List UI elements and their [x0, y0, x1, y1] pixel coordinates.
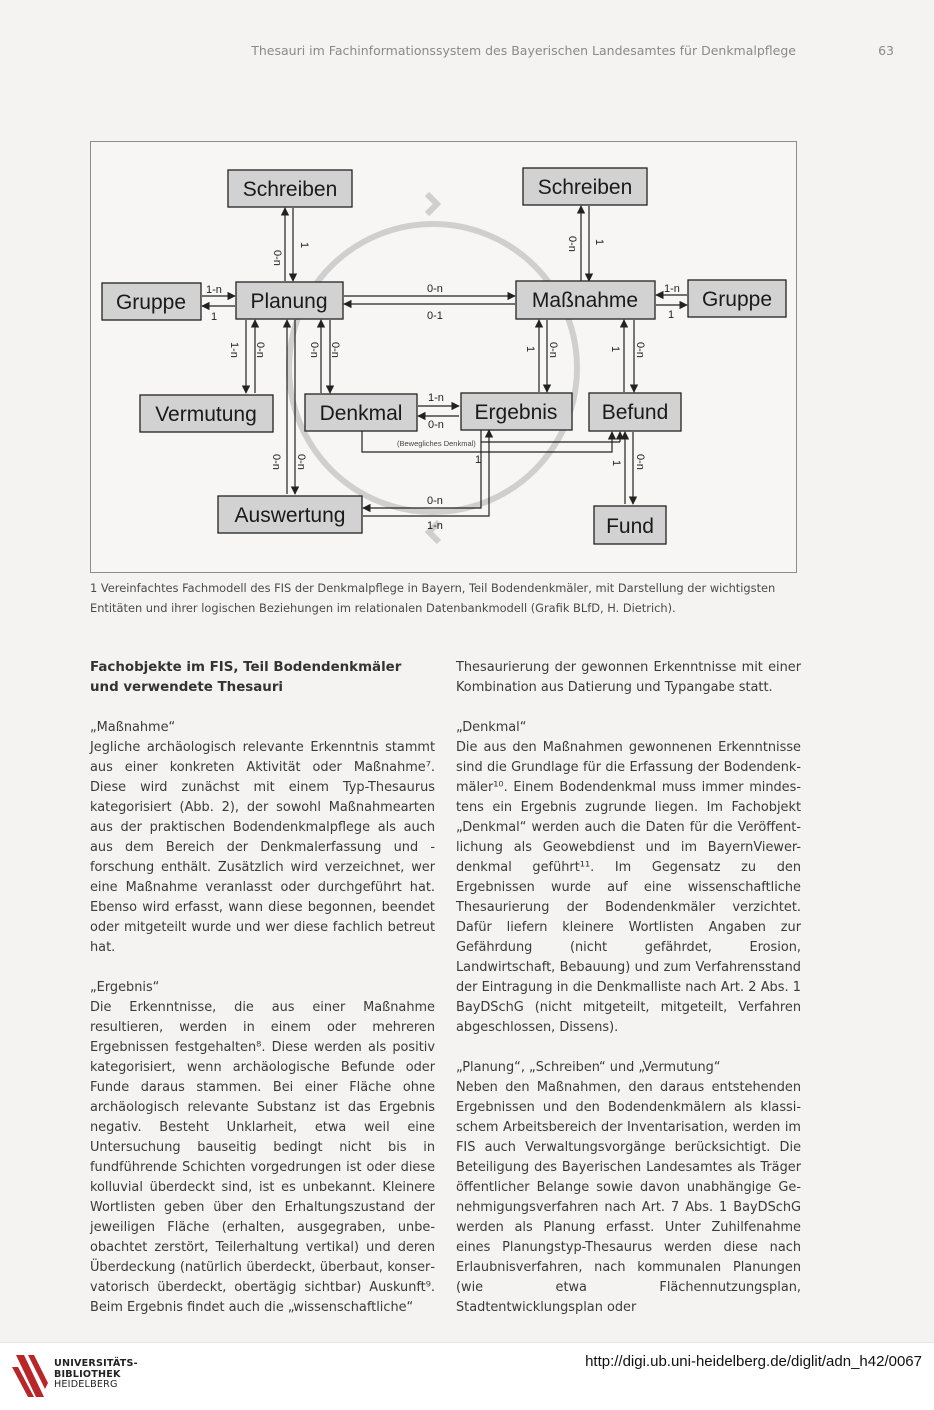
label-schreiben-planung-0n: 0-n [271, 250, 283, 266]
section-heading-line-1: Fachobjekte im FIS, Teil Bodendenkmäler [90, 660, 402, 675]
label-denkmal-ergebnis-0n: 0-n [428, 419, 444, 431]
cycle-arrow-top [427, 194, 437, 214]
svg-text:Vermutung: Vermutung [155, 403, 257, 426]
caption-line-2: Entitäten und ihrer logischen Beziehungen im relationalen Datenbankmodell (Grafik BLfD, H. Dietrich). [90, 601, 676, 615]
entity-schreiben-left [228, 170, 352, 207]
svg-text:Gruppe: Gruppe [115, 291, 187, 314]
label-massnahme-ergebnis-0n: 0-n [547, 342, 559, 358]
svg-text:Ergebnis: Ergebnis [474, 401, 558, 424]
left-column [90, 658, 435, 1318]
right-column [456, 658, 801, 1318]
entity-auswertung [218, 496, 362, 533]
page-number: 63 [878, 43, 894, 58]
label-gruppe-planung-1n: 1-n [206, 284, 222, 296]
label-befund-fund-1: 1 [610, 460, 622, 467]
svg-text:Fund: Fund [606, 515, 654, 538]
running-head-title: Thesauri im Fachinformationssystem des Bayerischen Landesamtes für Denkmalpflege [251, 43, 796, 58]
paragraph-continuation: Thesaurierung der gewonnen Erkenntnisse mit einer Kombination aus Datierung und Typangabe statt. [456, 660, 801, 695]
svg-text:Gruppe: Gruppe [701, 288, 773, 311]
entity-schreiben-right [523, 168, 647, 205]
data-model-diagram [91, 142, 796, 572]
svg-text:Denkmal: Denkmal [319, 402, 403, 425]
entity-denkmal [305, 394, 417, 431]
svg-text:Befund: Befund [601, 401, 669, 424]
entity-befund [589, 393, 681, 431]
label-massnahme-gruppe-1n: 1-n [664, 283, 680, 295]
label-planung-denkmal-0n: 0-n [308, 342, 320, 358]
label-planung-massnahme-0n: 0-n [427, 283, 443, 295]
subheading-ergebnis: „Ergebnis“ [90, 980, 160, 995]
entity-gruppe-left [102, 283, 201, 320]
figure-caption [90, 578, 790, 618]
svg-text:Schreiben: Schreiben [537, 176, 633, 199]
entity-massnahme [516, 281, 655, 319]
label-planung-auswertung-0n-b: 0-n [295, 454, 307, 470]
svg-text:Auswertung: Auswertung [234, 504, 346, 527]
library-logo-icon [10, 1353, 50, 1399]
label-gruppe-planung-1: 1 [211, 311, 218, 323]
label-planung-denkmal-0n-b: 0-n [329, 342, 341, 358]
entity-vermutung [140, 395, 273, 432]
label-schreiben-massnahme-0n: 0-n [566, 236, 578, 252]
label-bewegliches-denkmal: (Bewegliches Denkmal) [397, 439, 476, 448]
label-ergebnis-auswertung-1n: 1-n [427, 520, 443, 532]
paragraph-denkmal: Die aus den Maßnahmen gewonnenen Erkenntnisse sind die Grundlage für die Erfassung der Bodendenkmäler¹⁰. Einem Bodendenkmal muss immer mindestens ein Ergebnis zugrunde liegen. Im Fachobjekt „Denkmal“ werden auch die Daten für die Veröffentlichung als Geowebdienst und im BayernViewer-denkmal geführt¹¹. Im Gegensatz zu den Ergebnissen wurde auf eine wissenschaftliche Thesaurierung der Bodendenkmäler verzichtet. Dafür liefern kleinere Wortlisten Angaben zur Gefährdung (nicht gefährdet, Erosion, Landwirtschaft, Bebauung) und zum Verfahrensstand der Eintragung in die Denkmalliste nach Art. 2 Abs. 1 BayDSchG (nicht mitgeteilt, mitgeteilt, Verfahren abgeschlossen, Dissens). [456, 740, 801, 1035]
caption-line-1: 1 Vereinfachtes Fachmodell des FIS der Denkmalpflege in Bayern, Teil Bodendenkmäler, mit Darstellung der wichtigsten [90, 581, 776, 595]
subheading-planung: „Planung“, „Schreiben“ und „Vermutung“ [456, 1060, 721, 1075]
label-massnahme-befund-0n: 0-n [634, 342, 646, 358]
entity-fund [594, 506, 666, 544]
svg-text:Planung: Planung [250, 290, 328, 313]
label-ergebnis-auswertung-0n: 0-n [427, 495, 443, 507]
label-massnahme-befund-1: 1 [609, 346, 621, 353]
label-schreiben-massnahme-1: 1 [593, 239, 605, 246]
digitization-footer [0, 1342, 934, 1410]
label-denkmal-ergebnis-1n: 1-n [428, 392, 444, 404]
svg-text:Maßnahme: Maßnahme [531, 289, 639, 312]
label-planung-massnahme-01: 0-1 [427, 310, 443, 322]
label-planung-vermutung-0n: 0-n [254, 342, 266, 358]
label-planung-vermutung-1n: 1-n [228, 342, 240, 358]
label-ergebnis-befund-1: 1 [475, 454, 482, 466]
subheading-massnahme: „Maßnahme“ [90, 720, 176, 735]
label-massnahme-ergebnis-1: 1 [524, 346, 536, 353]
subheading-denkmal: „Denkmal“ [456, 720, 527, 735]
entity-ergebnis [461, 393, 572, 430]
label-massnahme-gruppe-1: 1 [668, 309, 675, 321]
svg-text:Schreiben: Schreiben [242, 178, 338, 201]
label-schreiben-planung-1: 1 [298, 242, 310, 249]
label-befund-fund-0n: 0-n [634, 454, 646, 470]
entity-gruppe-right [688, 280, 786, 317]
paragraph-massnahme: Jegliche archäologisch relevante Erkenntnis stammt aus einer konkreten Aktivität oder Maßnahme⁷. Diese wird zunächst mit einem Typ-Thesaurus kategorisiert (Abb. 2), der sowohl Maßnahmearten aus der praktischen Bodendenkmalpflege als auch aus dem Bereich der Denkmalerfassung und -forschung enthält. Zusätzlich wird verzeichnet, wer eine Maßnahme veranlasst oder durchgeführt hat. Ebenso wird erfasst, wann diese begonnen, beendet oder mitgeteilt wurde und wer diese fachlich betreut hat. [90, 740, 435, 955]
library-name: UNIVERSITÄTS- BIBLIOTHEK HEIDELBERG [54, 1358, 138, 1390]
paragraph-planung: Neben den Maßnahmen, den daraus entstehenden Ergebnissen und den Bodendenkmälern als klassischem Arbeitsbereich der Inventarisation, werden im FIS auch Verwaltungsvorgänge berücksichtigt. Die Beteiligung des Bayerischen Landesamtes als Träger öffentlicher Belange sowie davon unabhängige Genehmigungsverfahren nach Art. 7 Abs. 1 BayDSchG werden als Planung erfasst. Unter Zuhilfenahme eines Planungstyp-Thesaurus werden diese nach Erlaubnisverfahren, nach kommunalen Planungen (wie etwa Flächennutzungsplan, Stadtentwicklungsplan oder [456, 1080, 801, 1315]
source-url[interactable]: http://digi.ub.uni-heidelberg.de/diglit/adn_h42/0067 [585, 1353, 922, 1370]
label-planung-auswertung-0n: 0-n [270, 454, 282, 470]
section-heading-line-2: und verwendete Thesauri [90, 680, 284, 695]
running-head [0, 43, 934, 63]
cycle-circle [289, 224, 577, 512]
entity-planung [236, 282, 343, 319]
paragraph-ergebnis: Die Erkenntnisse, die aus einer Maßnahme resultieren, werden in einem oder mehreren Ergebnissen festgehalten⁸. Diese werden als positiv kategorisiert, wenn archäologische Befunde oder Funde daraus stammen. Bei einer Fläche ohne archäologisch relevante Substanz ist das Ergebnis negativ. Besteht Unklarheit, etwa weil eine Untersuchung bauseitig bedingt nicht bis in fundführende Schichten vorgedrungen ist oder diese kolluvial überdeckt sind, ist es unbekannt. Kleinere Wortlisten geben über den Erhaltungszustand der jeweiligen Fläche (erhalten, ausgegraben, unbeobachtet zerstört, Teilerhaltung vertikal) und deren Überdeckung (natürlich überdeckt, überbaut, konservatorisch überdeckt, obertägig sichtbar) Auskunft⁹. Beim Ergebnis findet auch die „wissenschaftliche“ [90, 1000, 435, 1315]
data-model-figure [90, 141, 797, 573]
